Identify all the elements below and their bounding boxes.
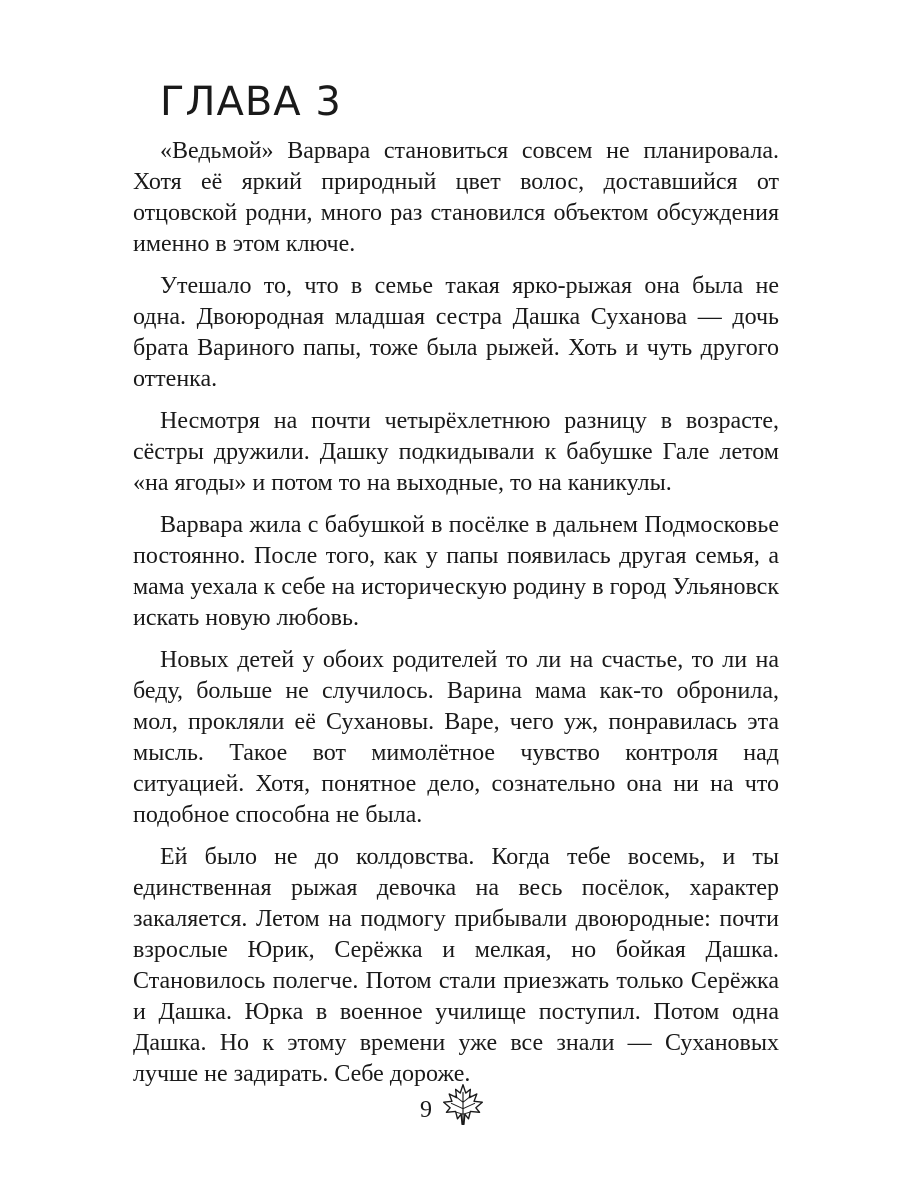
paragraph: Несмотря на почти четырёхлетнюю разницу в возрасте, сёстры дружили. Дашку подкидывали к бабушке Гале летом «на ягоды» и потом то на выходные, то на каникулы. [133, 408, 779, 496]
paragraph: Ей было не до колдовства. Когда тебе восемь, и ты единственная рыжая девочка на весь посёлок, характер закаляется. Летом на подмогу прибывали двоюродные: почти взрослые Юрик, Серёжка и мелкая, но бойкая Дашка. Становилось полегче. Потом стали приезжать только Серёжка и Дашка. Юрка в военное училище поступил. Потом одна Дашка. Но к этому времени уже все знали — Сухановых лучше не задирать. Себе дороже. [133, 844, 779, 1087]
paragraph: Утешало то, что в семье такая ярко-рыжая она была не одна. Двоюродная младшая сестра Дашка Суханова — дочь брата Вариного папы, тоже была рыжей. Хоть и чуть другого оттенка. [133, 273, 779, 392]
paragraph: Новых детей у обоих родителей то ли на счастье, то ли на беду, больше не случилось. Варина мама как-то обронила, мол, прокляли её Сухановы. Варе, чего уж, понравилась эта мысль. Такое вот мимолётное чувство контроля над ситуацией. Хотя, понятное дело, сознательно она ни на что подобное способна не была. [133, 647, 779, 828]
chapter-title: ГЛАВА 3 [160, 79, 342, 125]
paragraph: «Ведьмой» Варвара становиться совсем не планировала. Хотя её яркий природный цвет волос, доставшийся от отцовской родни, много раз становился объектом обсуждения именно в этом ключе. [133, 138, 779, 257]
page-footer [418, 1082, 498, 1132]
page-number: 9 [420, 1097, 432, 1123]
paragraph: Варвара жила с бабушкой в посёлке в дальнем Подмосковье постоянно. После того, как у папы появилась другая семья, а мама уехала к себе на историческую родину в город Ульяновск искать новую любовь. [133, 512, 779, 631]
maple-leaf-icon [440, 1082, 486, 1128]
body-text [133, 136, 779, 1101]
